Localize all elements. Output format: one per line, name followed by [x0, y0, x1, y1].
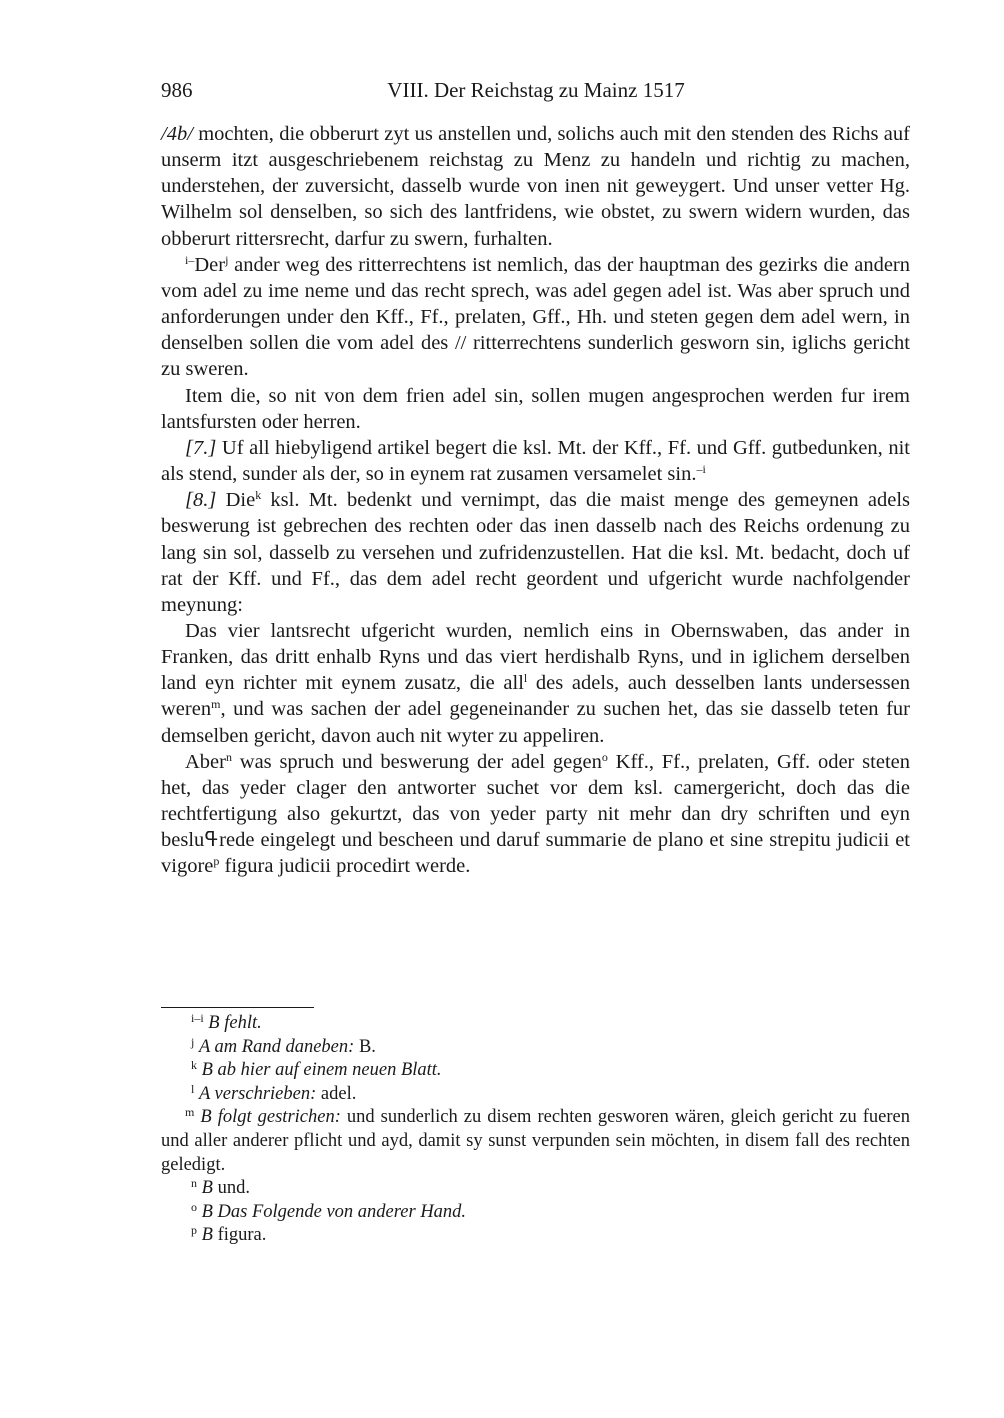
text-run: und.	[212, 1178, 250, 1199]
paragraph	[161, 121, 910, 252]
text-run: Der	[194, 253, 226, 276]
note-marker: o	[191, 1199, 197, 1214]
text-run: figura judicii procedirt werde.	[219, 855, 471, 878]
paragraph	[161, 435, 910, 487]
text-run: figura.	[212, 1225, 267, 1246]
note-marker: j	[191, 1034, 195, 1049]
note-marker: –i	[696, 462, 706, 477]
italic-text: /4b/	[161, 123, 193, 145]
text-run: Uf all hiebyligend artikel begert die ksl. Mt. der Kff., Ff. und Gff. gutbedunken, nit als stend, sunder als der, so in eynem rat zusamen versamelet sin.	[161, 436, 910, 486]
footnote	[161, 1036, 910, 1060]
footnote-rule	[161, 1007, 314, 1008]
note-marker: k	[191, 1058, 197, 1073]
text-run: Aber	[185, 750, 226, 773]
italic-text: [7.]	[185, 436, 217, 459]
note-marker: m	[211, 697, 221, 712]
text-run: Kff., Ff., prelaten, Gff. oder steten het, das yeder clager den antworter suchet vor dem ksl. camergericht, doch das die rechtfertigung also gekurtzt, das von yeder party nit mehr dan dry schriften und eyn besluߟrede eingelegt und bescheen und daruf summarie de plano et sine strepitu judicii et vigore	[161, 750, 910, 878]
italic-text: [8.]	[185, 489, 217, 512]
italic-text: A am Rand daneben:	[198, 1036, 355, 1057]
note-marker: i–	[185, 252, 195, 267]
paragraph	[161, 487, 910, 618]
italic-text: A verschrieben:	[198, 1083, 317, 1104]
italic-text: B folgt gestrichen:	[200, 1107, 341, 1128]
text-run: was spruch und beswerung der adel gegen	[231, 750, 602, 773]
text-run: Item die, so nit von dem frien adel sin, sollen mugen angesprochen werden fur irem lantsfursten oder herren.	[161, 384, 910, 433]
note-marker: p	[213, 854, 220, 869]
running-title: VIII. Der Reichstag zu Mainz 1517	[387, 78, 685, 102]
text-run: und sunderlich zu disem rechten gesworen wären, gleich gericht zu fueren und aller anderer pflicht und ayd, damit sy sunst verpunden sein möchten, in disem fall des rechten geledigt.	[161, 1107, 910, 1175]
footnote	[161, 1083, 910, 1107]
note-marker: i–i	[191, 1011, 204, 1025]
note-marker: m	[185, 1105, 195, 1120]
footnote	[161, 1012, 910, 1036]
italic-text: B fehlt.	[208, 1013, 262, 1033]
italic-text: B ab hier auf einem neuen Blatt.	[201, 1060, 442, 1081]
text-run: ander weg des ritterrechtens ist nemlich, das der hauptman des gezirks die andern vom adel zu ime neme und das recht sprech, was adel gegen adel ist. Was aber spruch und anforderungen under den Kff., Ff., prelaten, Gff., Hh. und steten gegen dem adel wern, in denselben sollen die vom adel des // ritterrechtens sunderlich gesworn sin, iglichs gericht zu sweren.	[161, 253, 910, 381]
text-run: Das vier lantsrecht ufgericht wurden, nemlich eins in Obernswaben, das ander in Franken, das dritt enhalb Ryns und das viert herdishalb Ryns, und in iglichem derselben land eyn richter mit eynem zusatz, die all	[161, 619, 910, 695]
note-marker: l	[523, 671, 528, 686]
page-number: 986	[161, 78, 193, 102]
note-marker: n	[191, 1176, 197, 1191]
footnote	[161, 1224, 910, 1248]
paragraph	[161, 618, 910, 749]
note-marker: o	[601, 749, 608, 764]
text-run: adel.	[316, 1083, 357, 1104]
footnote	[161, 1059, 910, 1083]
footnote	[161, 1177, 910, 1201]
page-header	[161, 78, 911, 108]
text-run: , und was sachen der adel gegeneinander zu suchen het, das sie dasselb teten fur demselben gericht, davon auch nit wyter zu appeliren.	[161, 698, 910, 747]
footnote-list	[161, 1012, 910, 1248]
main-text	[161, 121, 910, 880]
note-marker: l	[191, 1081, 195, 1096]
footnote	[161, 1106, 910, 1177]
footnote	[161, 1201, 910, 1225]
paragraph	[161, 252, 910, 383]
text-run: B.	[354, 1036, 376, 1057]
text-run: ksl. Mt. bedenkt und vernimpt, das die maist menge des gemeynen adels beswerung ist gebrechen des rechten oder das inen dasselb nach des Reichs ordenung zu lang sin sol, dasselb zu versehen und zufridenzustellen. Hat die ksl. Mt. bedacht, doch uf rat der Kff. und Ff., das dem adel recht geordent und ufgericht wurde nachfolgender meynung:	[161, 489, 910, 616]
paragraph	[161, 383, 910, 435]
note-marker: j	[225, 252, 229, 267]
text-run: mochten, die obberurt zyt us anstellen und, solichs auch mit den stenden des Richs auf unserm itzt ausgeschriebenem reichstag zu Menz zu handeln und richtig zu machen, understehen, der zuversicht, dasselb wurde von inen nit geweygert. Und unser vetter Hg. Wilhelm sol denselben, so sich des lantfridens, wie obstet, zu swern widern wurden, das obberurt rittersrecht, darfur zu swern, furhalten.	[161, 123, 910, 250]
italic-text: B Das Folgende von anderer Hand.	[201, 1201, 467, 1222]
note-marker: k	[255, 488, 262, 503]
italic-text: B	[201, 1178, 213, 1199]
text-run: Die	[216, 489, 256, 512]
paragraph	[161, 749, 910, 880]
note-marker: n	[225, 749, 232, 764]
footnotes	[161, 1007, 910, 1248]
note-marker: p	[191, 1223, 197, 1238]
text-run: des adels, auch desselben lants undersessen weren	[161, 672, 910, 721]
italic-text: B	[201, 1225, 213, 1246]
